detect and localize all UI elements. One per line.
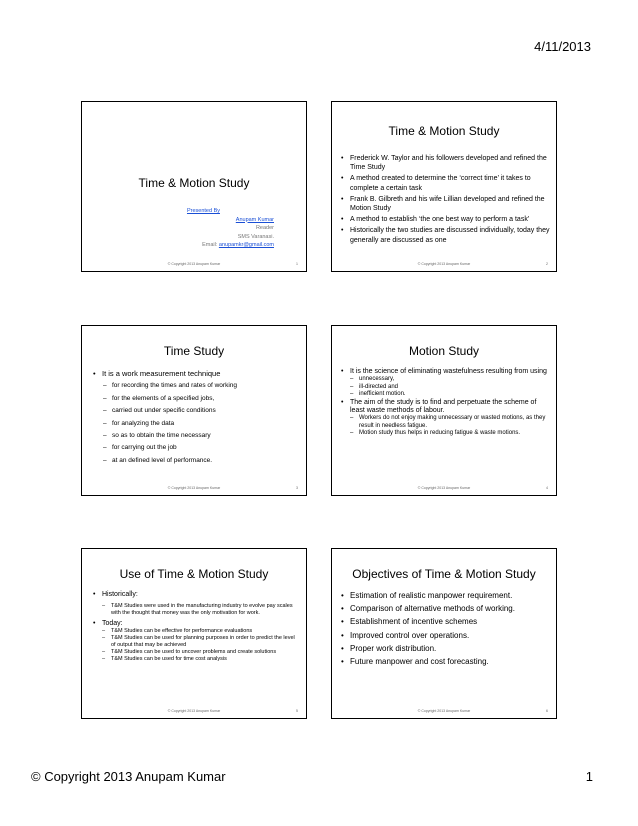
presenter-info [187, 207, 274, 250]
slide-4 [331, 325, 557, 496]
list-item: • Future manpower and cost forecasting. [340, 656, 548, 667]
bullet-text: It is the science of eliminating wastefulness resulting from using [350, 368, 547, 375]
slide-number: 1 [296, 262, 298, 266]
sub-item: – carried out under specific conditions [103, 405, 300, 417]
sub-list [350, 376, 548, 399]
sub-item: – T&M Studies can be used for planning purposes in order to predict the level of output that may be achieved [102, 635, 296, 649]
list-item: • Establishment of incentive schemes [340, 616, 548, 627]
sub-list [350, 415, 548, 437]
sub-item: – for analyzing the data [103, 418, 300, 430]
list-item [340, 368, 548, 399]
bullet-list [340, 590, 548, 667]
sub-item: – T&M Studies can be used to uncover problems and create solutions [102, 649, 296, 656]
list-item: • Proper work distribution. [340, 643, 548, 654]
slide-number: 4 [546, 486, 548, 490]
slide-number: 6 [546, 709, 548, 713]
sub-item: – unnecessary, [350, 376, 548, 384]
email-link[interactable]: anupamkr@gmail.com [218, 242, 274, 248]
list-item [92, 620, 296, 664]
bullet-list [340, 154, 550, 245]
bullet-text: Historically: [102, 591, 138, 598]
sub-list [103, 380, 300, 467]
slide-2 [331, 101, 557, 272]
list-item: • Historically the two studies are discussed individually, today they generally are discussed as one [340, 226, 550, 244]
sub-item: – T&M Studies can be used for time cost analysis [102, 656, 296, 663]
page-number: 1 [585, 769, 593, 784]
slide-number: 2 [546, 262, 548, 266]
list-item: • A method to establish ‘the one best way to perform a task’ [340, 215, 550, 224]
list-item [340, 399, 548, 437]
slide-footer: © Copyright 2013 Anupam Kumar [417, 262, 471, 266]
slide-number: 5 [296, 709, 298, 713]
sub-item: – for recording the times and rates of working [103, 380, 300, 392]
slide-title: Time & Motion Study [138, 176, 250, 190]
author-link[interactable]: Anupam Kumar [235, 216, 274, 223]
sub-item: – so as to obtain the time necessary [103, 430, 300, 442]
slide-footer: © Copyright 2013 Anupam Kumar [167, 262, 221, 266]
list-item [92, 368, 300, 467]
presenter-role: Reader [255, 225, 274, 231]
list-item: • A method created to determine the ‘correct time’ it takes to complete a certain task [340, 174, 550, 192]
bullet-list [340, 368, 548, 437]
slide-footer: © Copyright 2013 Anupam Kumar [167, 486, 221, 490]
list-item: • Frank B. Gilbreth and his wife Lillian developed and refined the Motion Study [340, 195, 550, 213]
list-item: • Estimation of realistic manpower requirement. [340, 590, 548, 601]
bullet-text: The aim of the study is to find and perpetuate the scheme of least waste methods of labour. [350, 398, 537, 415]
slide-title: Use of Time & Motion Study [119, 567, 269, 581]
slide-number: 3 [296, 486, 298, 490]
slide-title: Time Study [163, 344, 225, 358]
slide-6 [331, 548, 557, 719]
sub-item: – T&M Studies can be effective for performance evaluations [102, 628, 296, 635]
slide-footer: © Copyright 2013 Anupam Kumar [417, 486, 471, 490]
bullet-list [92, 368, 300, 467]
slide-title: Time & Motion Study [388, 124, 500, 138]
sub-item: – Motion study thus helps in reducing fatigue & waste motions. [350, 430, 548, 437]
slide-3 [81, 325, 307, 496]
presenter-org: SMS Varanasi. [237, 233, 274, 240]
bullet-text: It is a work measurement technique [102, 369, 221, 378]
slide-footer: © Copyright 2013 Anupam Kumar [167, 709, 221, 713]
sub-item: – for the elements of a specified jobs, [103, 393, 300, 405]
page-copyright: © Copyright 2013 Anupam Kumar [31, 769, 226, 784]
sub-item: – for carrying out the job [103, 442, 300, 454]
list-item [92, 591, 296, 617]
list-item: • Comparison of alternative methods of working. [340, 603, 548, 614]
bullet-text: Today: [102, 619, 123, 627]
slide-title: Motion Study [408, 344, 480, 358]
slide-5 [81, 548, 307, 719]
bullet-list [92, 591, 296, 663]
sub-item: – at an defined level of performance. [103, 455, 300, 467]
sub-item: – inefficient motion. [350, 391, 548, 399]
list-item: • Improved control over operations. [340, 630, 548, 641]
slide-1 [81, 101, 307, 272]
list-item: • Frederick W. Taylor and his followers developed and refined the Time Study [340, 154, 550, 172]
slide-footer: © Copyright 2013 Anupam Kumar [417, 709, 471, 713]
slide-title: Objectives of Time & Motion Study [352, 567, 536, 581]
page-date: 4/11/2013 [534, 39, 591, 54]
sub-list [102, 628, 296, 663]
sub-item: – ill-directed and [350, 384, 548, 392]
sub-item: – T&M Studies were used in the manufacturing industry to evolve pay scales with the thought that money was the only motivation for work. [102, 603, 296, 617]
presented-by-link[interactable]: Presented By [186, 208, 220, 214]
sub-list [102, 603, 296, 617]
sub-item: – Workers do not enjoy making unnecessary or wasted motions, as they result in needless fatigue. [350, 415, 548, 429]
email-label: Email: [202, 242, 218, 248]
